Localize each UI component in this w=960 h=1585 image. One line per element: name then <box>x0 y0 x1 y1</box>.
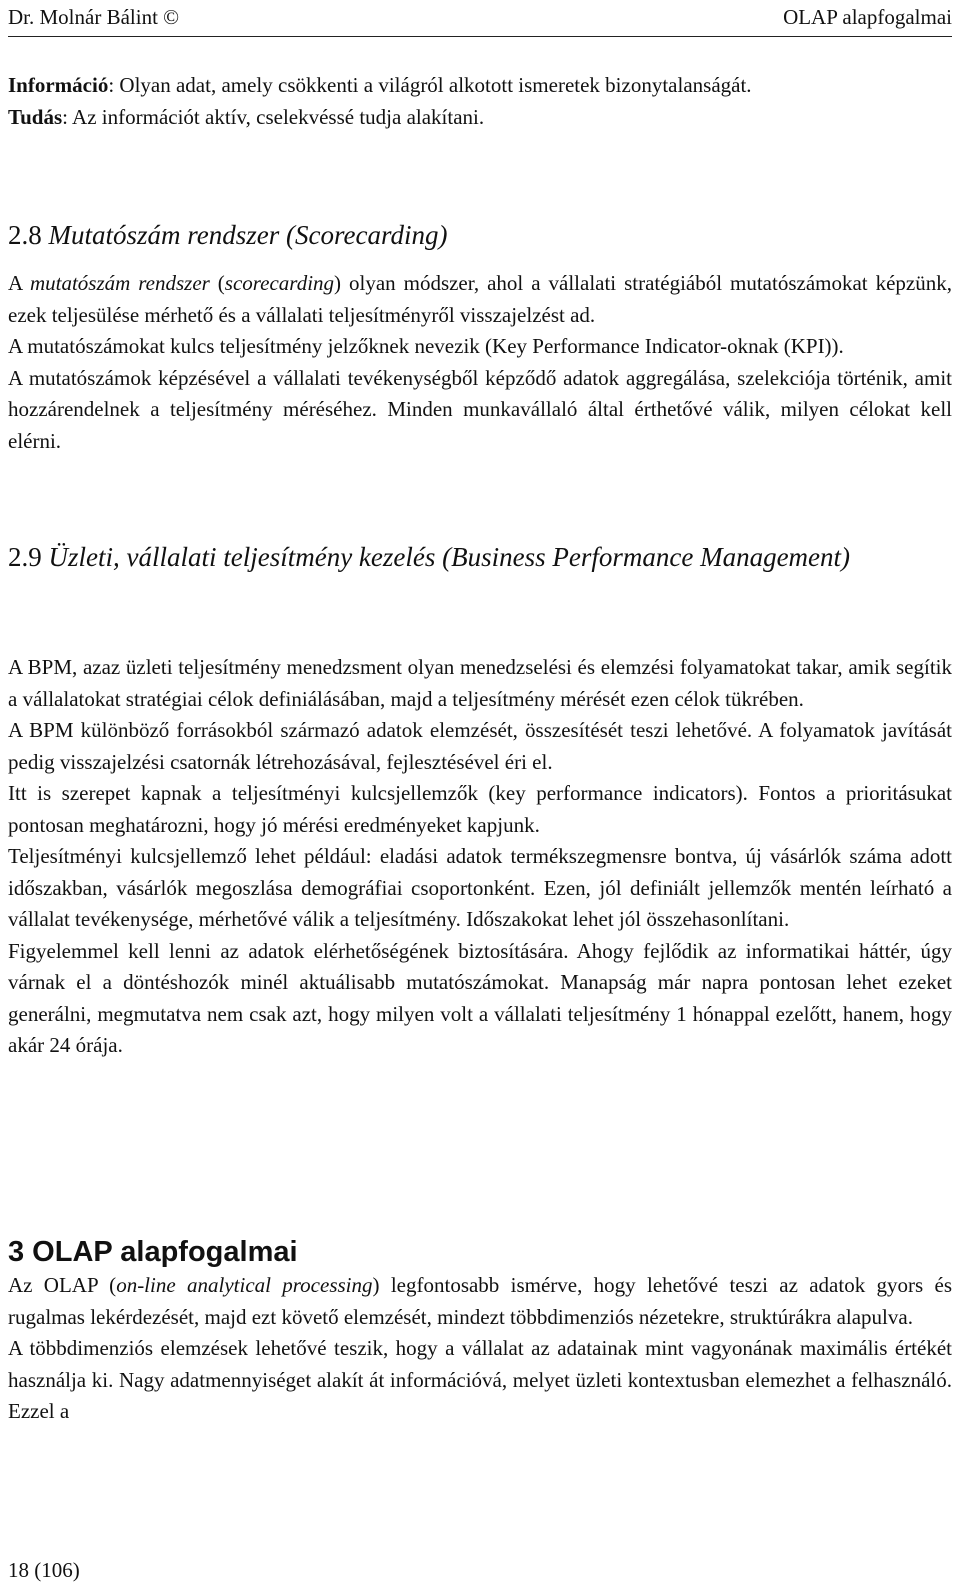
definition-information <box>8 70 952 102</box>
text-run: A <box>8 271 30 295</box>
paragraph: Itt is szerepet kapnak a teljesítményi kulcsjellemzők (key performance indicators). Fontos a prioritásukat pontosan meghatározni, hogy jó mérési eredményeket kapjunk. <box>8 781 952 837</box>
definitions-block <box>8 70 952 133</box>
section-3 <box>8 1232 952 1272</box>
paragraph <box>8 1270 952 1333</box>
italic-term: mutatószám rendszer <box>29 271 210 295</box>
paragraph: A BPM különböző forrásokból származó adatok elemzését, összesítését teszi lehetővé. A folyamatok javítását pedig visszajelzési csatornák létrehozásával, fejlesztésével éri el. <box>8 718 952 774</box>
section-2-8-body <box>8 268 952 457</box>
paragraph: A mutatószámokat kulcs teljesítmény jelzőknek nevezik (Key Performance Indicator-oknak (KPI)). <box>8 334 844 358</box>
text-run: ) legfontosabb ismérve, hogy lehetővé teszi az adatok gyors és rugalmas lekérdezését, majd ezt követő elemzését, mindezt többdimenziós nézetekre, struktúrákra alapulva. <box>8 1273 952 1329</box>
section-heading-2-8 <box>8 218 952 252</box>
page-header <box>8 0 952 37</box>
section-title: Üzleti, vállalati teljesítmény kezelés (Business Performance Management) <box>48 542 851 572</box>
paragraph: A mutatószámok képzésével a vállalati tevékenységből képződő adatok aggregálása, szelekciója történik, amit hozzárendelnek a teljesítmény méréséhez. Minden munkavállaló által érthetővé válik, milyen célokat kell elérni. <box>8 365 952 453</box>
paragraph: Figyelemmel kell lenni az adatok elérhetőségének biztosítására. Ahogy fejlődik az informatikai háttér, úgy várnak el a döntéshozók minél aktuálisabb mutatószámokat. Manapság már napra pontosan lehet ezeket generálni, megmutatva nem csak azt, hogy milyen volt a vállalati teljesítmény 1 hónappal ezelőtt, hanem, hogy akár 24 órája. <box>8 938 952 1057</box>
paragraph <box>8 268 952 331</box>
page-number: 18 (106) <box>8 1558 80 1582</box>
definition-knowledge-text: : Az információt aktív, cselekvéssé tudja alakítani. <box>62 104 485 129</box>
document-page <box>8 0 952 1585</box>
term-knowledge: Tudás <box>8 104 63 129</box>
section-number: 2.9 <box>8 542 42 572</box>
chapter-heading: 3 OLAP alapfogalmai <box>8 1236 298 1268</box>
definition-information-text: : Olyan adat, amely csökkenti a világról alkotott ismeretek bizonytalanságát. <box>108 73 752 97</box>
italic-term: scorecarding <box>224 271 335 295</box>
paragraph: A BPM, azaz üzleti teljesítmény menedzsment olyan menedzselési és elemzési folyamatokat takar, amik segítik a vállalatokat stratégiai célok definiálásában, majd a teljesítmény mérését ezen célok tükrében. <box>8 655 952 711</box>
paragraph: Teljesítményi kulcsjellemző lehet például: eladási adatok termékszegmensre bontva, új vásárlók száma adott időszakban, vásárlók megoszlása demográfiai csoportonként. Ezen, jól definiált jellemzők mentén leírható a vállalat tevékenysége, mérhetővé válik a teljesítmény. Időszakokat lehet jól összehasonlítani. <box>8 844 952 931</box>
definition-knowledge <box>8 102 952 134</box>
section-3-body <box>8 1270 952 1428</box>
header-title: OLAP alapfogalmai <box>783 5 952 29</box>
header-author: Dr. Molnár Bálint © <box>8 5 180 29</box>
section-2-9-body <box>8 652 952 1062</box>
text-run: ( <box>209 271 225 295</box>
section-heading-2-9 <box>8 540 952 574</box>
text-run: ) olyan módszer, ahol a vállalati stratégiából mutatószámokat képzünk, ezek teljesülése mérhető és a vállalati teljesítményről visszajelzést ad. <box>8 271 952 327</box>
text-run: Az OLAP ( <box>8 1273 117 1297</box>
paragraph: A többdimenziós elemzések lehetővé teszik, hogy a vállalat az adatainak mint vagyonának maximális értékét használja ki. Nagy adatmennyiséget alakít át információvá, melyet üzleti kontextusban elemezhet a felhasználó. Ezzel a <box>8 1336 952 1423</box>
section-2-9 <box>8 540 952 574</box>
italic-term: on-line analytical processing <box>116 1273 373 1297</box>
page-footer <box>8 1555 80 1585</box>
section-number: 2.8 <box>8 220 42 250</box>
section-2-8 <box>8 218 952 252</box>
section-title: Mutatószám rendszer (Scorecarding) <box>48 220 448 250</box>
term-information: Információ <box>8 73 109 97</box>
